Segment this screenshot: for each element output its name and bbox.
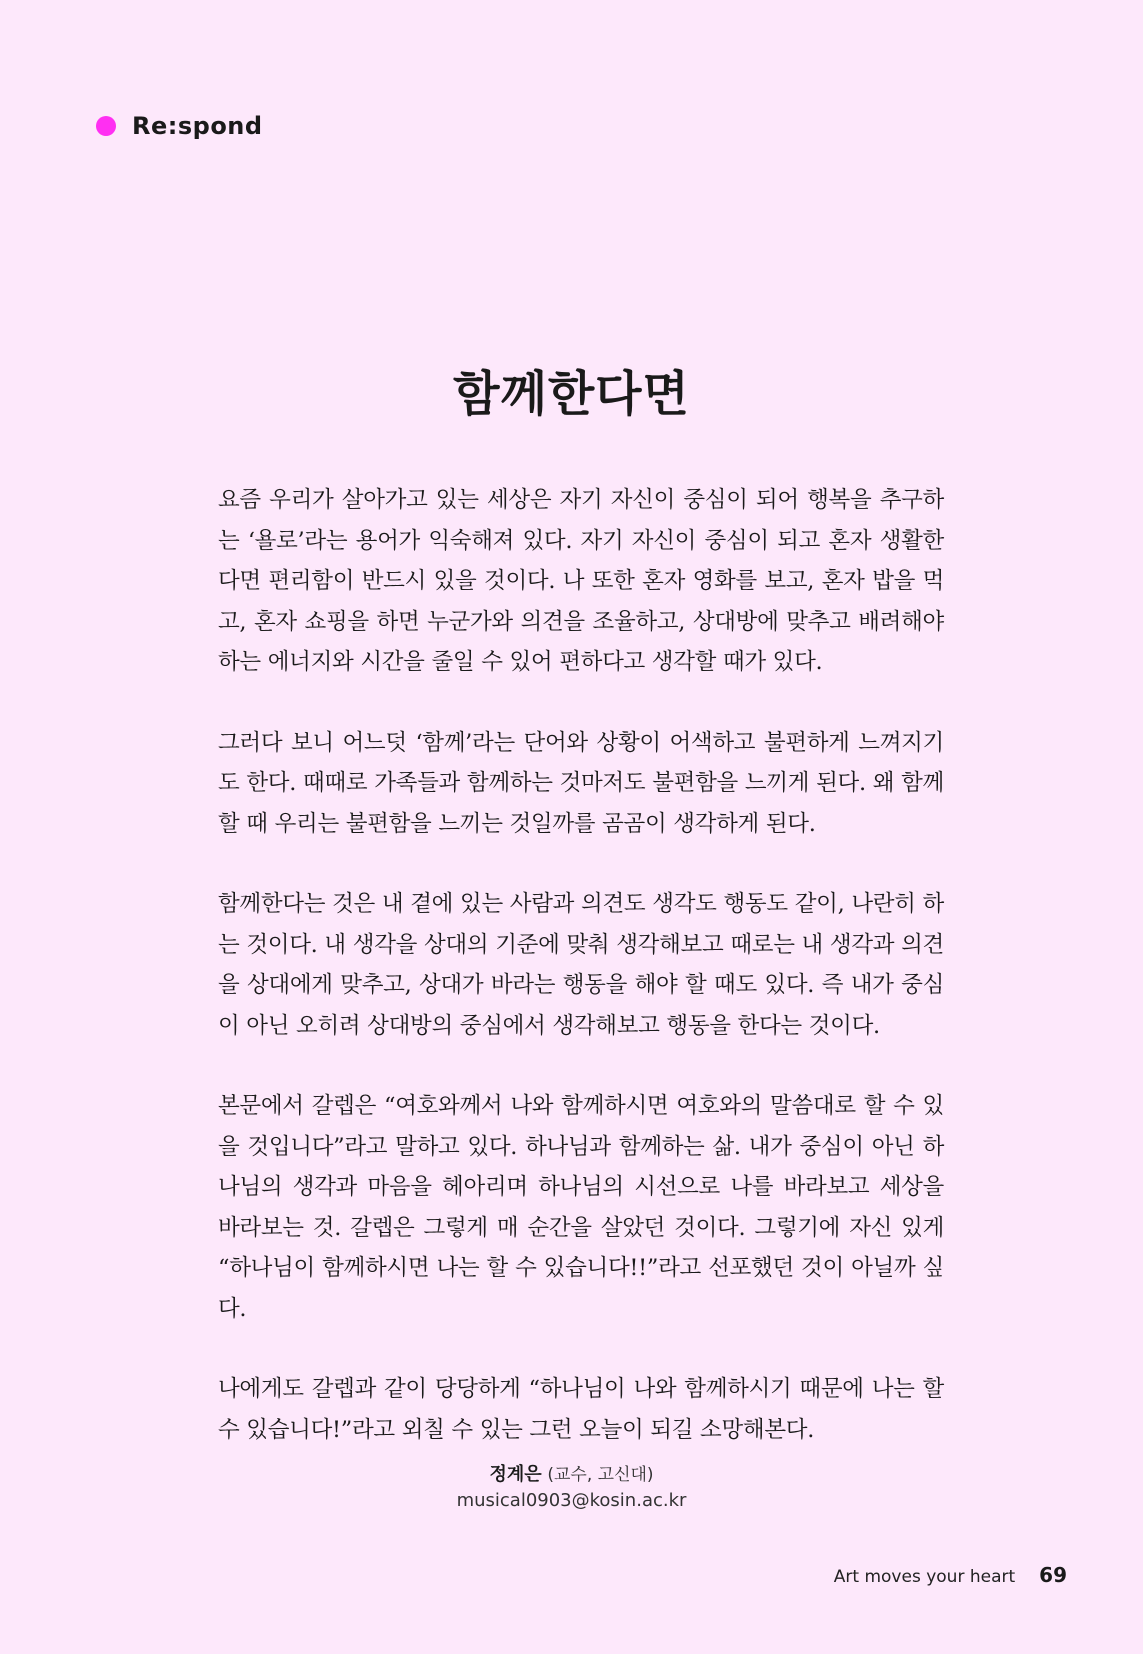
author-name: 정계은 xyxy=(489,1464,542,1485)
section-tag xyxy=(96,112,263,140)
author-affiliation: (교수, 고신대) xyxy=(547,1465,654,1485)
article-body xyxy=(218,480,944,1490)
paragraph-5: 나에게도 갈렙과 같이 당당하게 “하나님이 나와 함께하시기 때문에 나는 할 수 있습니다!”라고 외칠 수 있는 그런 오늘이 되길 소망해본다. xyxy=(218,1376,944,1443)
page-number: 69 xyxy=(1039,1563,1067,1587)
author-email[interactable]: musical0903@kosin.ac.kr xyxy=(456,1490,687,1511)
paragraph-1: 요즘 우리가 살아가고 있는 세상은 자기 자신이 중심이 되어 행복을 추구하는 ‘욜로’라는 용어가 익숙해져 있다. 자기 자신이 중심이 되고 혼자 생활한다면 편리함이 반드시 있을 것이다. 나 또한 혼자 영화를 보고, 혼자 밥을 먹고, 혼자 쇼핑을 하면 누군가와 의견을 조율하고, 상대방에 맞추고 배려해야 하는 에너지와 시간을 줄일 수 있어 편하다고 생각할 때가 있다. xyxy=(218,487,944,675)
article-title: 함께한다면 xyxy=(453,366,690,422)
footer-tagline: Art moves your heart xyxy=(833,1567,1016,1587)
paragraph-4: 본문에서 갈렙은 “여호와께서 나와 함께하시면 여호와의 말씀대로 할 수 있을 것입니다”라고 말하고 있다. 하나님과 함께하는 삶. 내가 중심이 아닌 하나님의 생각과 마음을 헤아리며 하나님의 시선으로 나를 바라보고 세상을 바라보는 것. 갈렙은 그렇게 매 순간을 살았던 것이다. 그렇기에 자신 있게 “하나님이 함께하시면 나는 할 수 있습니다!!”라고 선포했던 것이 아닐까 싶다. xyxy=(218,1093,944,1322)
page-footer xyxy=(834,1563,1067,1587)
section-bullet-icon xyxy=(96,116,116,136)
paragraph-3: 함께한다는 것은 내 곁에 있는 사람과 의견도 생각도 행동도 같이, 나란히 하는 것이다. 내 생각을 상대의 기준에 맞춰 생각해보고 때로는 내 생각과 의견을 상대에게 맞추고, 상대가 바라는 행동을 해야 할 때도 있다. 즉 내가 중심이 아닌 오히려 상대방의 중심에서 생각해보고 행동을 한다는 것이다. xyxy=(218,891,944,1039)
section-label: Re:spond xyxy=(132,112,263,140)
paragraph-2: 그러다 보니 어느덧 ‘함께’라는 단어와 상황이 어색하고 불편하게 느껴지기도 한다. 때때로 가족들과 함께하는 것마저도 불편함을 느끼게 된다. 왜 함께할 때 우리는 불편함을 느끼는 것일까를 곰곰이 생각하게 된다. xyxy=(218,729,944,837)
author-byline xyxy=(0,1462,1143,1514)
